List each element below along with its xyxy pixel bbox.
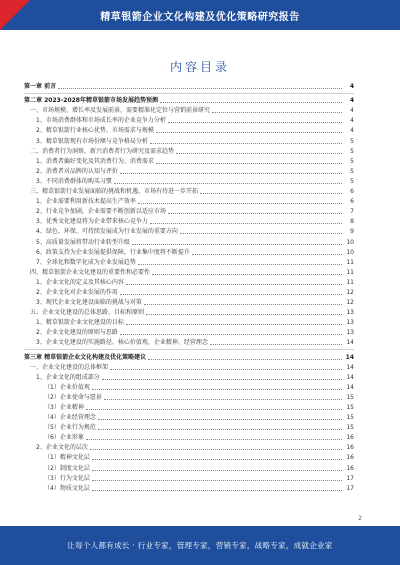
toc-entry-title: （1）精神文化层 xyxy=(44,454,90,462)
toc-entry-page: 14 xyxy=(346,363,354,371)
toc-entry[interactable] xyxy=(24,217,354,227)
toc-entry-title: 第一章 前言 xyxy=(24,83,57,91)
toc-leader-dots xyxy=(150,223,342,224)
toc-leader-dots xyxy=(92,389,342,390)
toc-leader-dots xyxy=(86,439,342,440)
toc-entry[interactable] xyxy=(24,116,354,126)
toc-entry-title: （3）企业精神 xyxy=(44,404,84,411)
toc-entry-page: 4 xyxy=(350,127,354,135)
toc-entry[interactable] xyxy=(24,463,354,473)
toc-entry-page: 15 xyxy=(346,414,354,422)
toc-leader-dots xyxy=(144,304,342,305)
toc-entry-page: 9 xyxy=(350,228,354,236)
toc-entry-page: 13 xyxy=(346,319,354,327)
toc-entry-title: 2、消费者对品牌的认知与评价 xyxy=(36,167,118,175)
toc-entry[interactable] xyxy=(24,167,354,177)
toc-entry[interactable] xyxy=(24,484,354,494)
toc-entry[interactable] xyxy=(24,453,354,463)
toc-entry-page: 13 xyxy=(346,309,354,317)
toc-entry-page: 17 xyxy=(346,474,354,482)
toc-entry-page: 14 xyxy=(346,373,354,381)
page-footer xyxy=(0,526,400,565)
toc-entry-page: 6 xyxy=(350,188,354,196)
toc-entry-title: （6）企业形象 xyxy=(44,434,84,442)
toc-entry[interactable] xyxy=(24,96,354,106)
toc-entry-title: 1、企业需要利用新技术提高生产效率 xyxy=(36,198,136,206)
toc-entry[interactable] xyxy=(24,423,354,433)
toc-leader-dots xyxy=(146,314,342,315)
toc-divider xyxy=(24,349,354,350)
page-header xyxy=(0,0,400,30)
toc-entry-page: 16 xyxy=(346,454,354,462)
toc-entry-page: 10 xyxy=(346,238,354,246)
toc-entry[interactable] xyxy=(24,393,354,403)
toc-leader-dots xyxy=(86,409,342,410)
toc-entry-title: 2、企业文化建设的原则与思路 xyxy=(36,329,118,337)
toc-leader-dots xyxy=(156,132,342,133)
toc-entry[interactable] xyxy=(24,318,354,328)
toc-entry-page: 15 xyxy=(346,393,354,401)
toc-entry[interactable] xyxy=(24,177,354,187)
toc-entry-page: 11 xyxy=(346,258,354,266)
toc-entry-page: 15 xyxy=(346,424,354,432)
toc-entry[interactable] xyxy=(24,106,354,116)
toc-leader-dots xyxy=(92,470,342,471)
toc-entry[interactable] xyxy=(24,413,354,423)
toc-entry-page: 14 xyxy=(346,339,354,347)
toc-entry-page: 8 xyxy=(350,218,354,226)
toc-entry-title: 四、精草银箭企业文化建设的重要性和必要性 xyxy=(30,268,151,276)
toc-leader-dots xyxy=(152,274,342,275)
toc-entry[interactable] xyxy=(24,373,354,383)
toc-entry[interactable] xyxy=(24,268,354,278)
toc-leader-dots xyxy=(102,379,342,380)
toc-entry[interactable] xyxy=(24,126,354,136)
toc-entry-title: 1、企业文化的组成部分 xyxy=(36,373,100,381)
toc-entry-title: 2、企业文化的层次 xyxy=(36,444,88,452)
toc-entry-title: 6、政策支持为企业发展提供保障，行业集中度将不断提升 xyxy=(36,248,190,256)
toc-leader-dots xyxy=(120,173,342,174)
toc-leader-dots xyxy=(176,153,342,154)
toc-entry[interactable] xyxy=(24,248,354,258)
toc-leader-dots xyxy=(138,203,342,204)
toc-entry[interactable] xyxy=(24,363,354,373)
toc-entry-title: 3、优秀文化建设将为企业带来核心竞争力 xyxy=(36,218,148,226)
toc-entry[interactable] xyxy=(24,136,354,146)
toc-leader-dots xyxy=(104,399,342,400)
toc-leader-dots xyxy=(92,490,342,491)
toc-leader-dots xyxy=(168,122,342,123)
toc-entry-page: 5 xyxy=(350,157,354,165)
toc-entry-title: 3、不同消费群体的购买习惯 xyxy=(36,177,112,185)
toc-leader-dots xyxy=(120,334,342,335)
toc-entry-title: 1、精草银箭企业文化建设的目标 xyxy=(36,319,124,327)
toc-entry-page: 4 xyxy=(349,83,354,91)
table-of-contents xyxy=(24,82,354,494)
toc-entry-page: 13 xyxy=(346,329,354,337)
toc-entry[interactable] xyxy=(24,157,354,167)
toc-entry[interactable] xyxy=(24,403,354,413)
toc-entry[interactable] xyxy=(24,82,354,92)
toc-leader-dots xyxy=(90,449,342,450)
toc-entry[interactable] xyxy=(24,474,354,484)
toc-entry-page: 4 xyxy=(350,107,354,115)
toc-leader-dots xyxy=(110,369,342,370)
toc-entry-page: 6 xyxy=(350,198,354,206)
toc-entry-title: 第三章 精草银箭企业文化构建及优化策略建议 xyxy=(24,353,147,361)
toc-entry-title: 2、行业竞争加剧，企业需要不断创新以适应市场 xyxy=(36,208,166,216)
toc-entry-title: 一、市场规模、增长率及发展前景，需要精准化定位与营销前景研究 xyxy=(30,107,211,115)
toc-entry-title: （1）企业价值观 xyxy=(44,383,90,391)
toc-entry-title: （4）企业经营理念 xyxy=(44,414,96,422)
toc-entry-title: 2、企业文化对企业发展的作用 xyxy=(36,288,118,296)
toc-entry-page: 4 xyxy=(349,97,354,105)
toc-entry-title: （2）企业使命与愿景 xyxy=(44,393,102,401)
toc-entry-page: 11 xyxy=(346,268,354,276)
toc-entry[interactable] xyxy=(24,352,354,362)
toc-entry[interactable] xyxy=(24,227,354,237)
toc-leader-dots xyxy=(210,344,342,345)
toc-entry-page: 16 xyxy=(346,444,354,452)
toc-entry[interactable] xyxy=(24,338,354,348)
toc-entry-title: 五、企业文化建设的总体思路、目标和原则 xyxy=(30,309,145,317)
toc-entry-page: 16 xyxy=(346,434,354,442)
toc-entry[interactable] xyxy=(24,237,354,247)
toc-leader-dots xyxy=(98,419,342,420)
toc-entry-title: （2）制度文化层 xyxy=(44,464,90,472)
toc-entry[interactable] xyxy=(24,443,354,453)
toc-leader-dots xyxy=(168,213,342,214)
toc-entry[interactable] xyxy=(24,433,354,443)
toc-leader-dots xyxy=(126,284,342,285)
toc-entry-page: 7 xyxy=(350,208,354,216)
toc-leader-dots xyxy=(212,112,342,113)
toc-entry[interactable] xyxy=(24,308,354,318)
toc-entry-title: 2、精草银箭行业核心优势、市场需求与规模 xyxy=(36,127,154,135)
footer-slogan: 让每个人都有成长 · 行业专家，管理专家，营销专家，战略专家，成就企业家 xyxy=(67,541,333,550)
toc-divider xyxy=(24,93,354,94)
toc-leader-dots xyxy=(98,429,342,430)
toc-leader-dots xyxy=(160,102,342,103)
toc-entry[interactable] xyxy=(24,328,354,338)
toc-leader-dots xyxy=(114,183,342,184)
page-number: 2 xyxy=(358,515,362,522)
toc-entry[interactable] xyxy=(24,147,354,157)
toc-leader-dots xyxy=(92,459,342,460)
toc-entry-page: 12 xyxy=(346,288,354,296)
toc-entry-page: 5 xyxy=(350,167,354,175)
toc-leader-dots xyxy=(156,163,342,164)
toc-entry-title: 3、现代企业文化建设面临的挑战与对策 xyxy=(36,299,142,307)
toc-leader-dots xyxy=(138,264,342,265)
toc-leader-dots xyxy=(92,480,342,481)
toc-entry-page: 4 xyxy=(350,117,354,125)
toc-entry-title: 一、企业文化建设的总体框架 xyxy=(30,363,109,371)
toc-leader-dots xyxy=(150,143,342,144)
toc-entry-title: 7、全球化和数字化成为企业发展趋势 xyxy=(36,258,136,266)
toc-leader-dots xyxy=(180,233,342,234)
toc-entry-page: 5 xyxy=(350,147,354,155)
toc-entry[interactable] xyxy=(24,207,354,217)
toc-entry-page: 12 xyxy=(346,299,354,307)
toc-entry[interactable] xyxy=(24,187,354,197)
toc-entry[interactable] xyxy=(24,278,354,288)
toc-entry-page: 5 xyxy=(350,137,354,145)
toc-entry-title: 第二章 2023-2028年精草银箭市场发展趋势预测 xyxy=(24,97,158,105)
toc-entry-title: 1、市场消费群体和市场成长率的企业竞争力分析 xyxy=(36,117,166,125)
toc-leader-dots xyxy=(132,244,342,245)
toc-entry-title: 1、消费者偏好变化及其消费行为、消费需求 xyxy=(36,157,154,165)
toc-leader-dots xyxy=(120,294,342,295)
toc-leader-dots xyxy=(148,359,342,360)
toc-entry-title: 5、高质量发展将带动行业转型升级 xyxy=(36,238,130,246)
toc-leader-dots xyxy=(200,193,342,194)
toc-entry-page: 5 xyxy=(350,177,354,185)
toc-entry[interactable] xyxy=(24,197,354,207)
toc-entry[interactable] xyxy=(24,298,354,308)
toc-entry-page: 11 xyxy=(346,278,354,286)
toc-heading: 内容目录 xyxy=(169,60,230,74)
toc-leader-dots xyxy=(126,324,342,325)
toc-entry-title: （4）物质文化层 xyxy=(44,484,90,492)
toc-entry-page: 14 xyxy=(345,353,354,361)
toc-leader-dots xyxy=(58,88,342,89)
toc-entry[interactable] xyxy=(24,288,354,298)
toc-entry[interactable] xyxy=(24,383,354,393)
toc-entry-page: 16 xyxy=(346,464,354,472)
toc-leader-dots xyxy=(192,254,342,255)
toc-entry[interactable] xyxy=(24,258,354,268)
toc-entry-page: 15 xyxy=(346,404,354,411)
report-title: 精草银箭企业文化构建及优化策略研究报告 xyxy=(100,12,300,23)
toc-entry-title: 二、消费者行为洞察，新兴消费者行为研究及需求趋势 xyxy=(30,147,175,155)
toc-entry-title: （5）企业行为规范 xyxy=(44,424,96,432)
toc-entry-page: 17 xyxy=(346,484,354,492)
toc-entry-page: 10 xyxy=(346,248,354,256)
toc-entry-title: 1、企业文化的定义及其核心内容 xyxy=(36,278,124,286)
toc-entry-title: 4、绿色、环保、可持续发展成为行业发展的重要方向 xyxy=(36,228,178,236)
toc-entry-title: （3）行为文化层 xyxy=(44,474,90,482)
toc-entry-page: 14 xyxy=(346,383,354,391)
toc-entry-title: 3、精草银箭现有市场份额与竞争格局分析 xyxy=(36,137,148,145)
toc-entry-title: 三、精草银箭行业发展面临的挑战和机遇、市场有待进一步开拓 xyxy=(30,188,199,196)
toc-entry-title: 3、企业文化建设的实施路径、核心价值观、企业精神、经营理念 xyxy=(36,339,208,347)
